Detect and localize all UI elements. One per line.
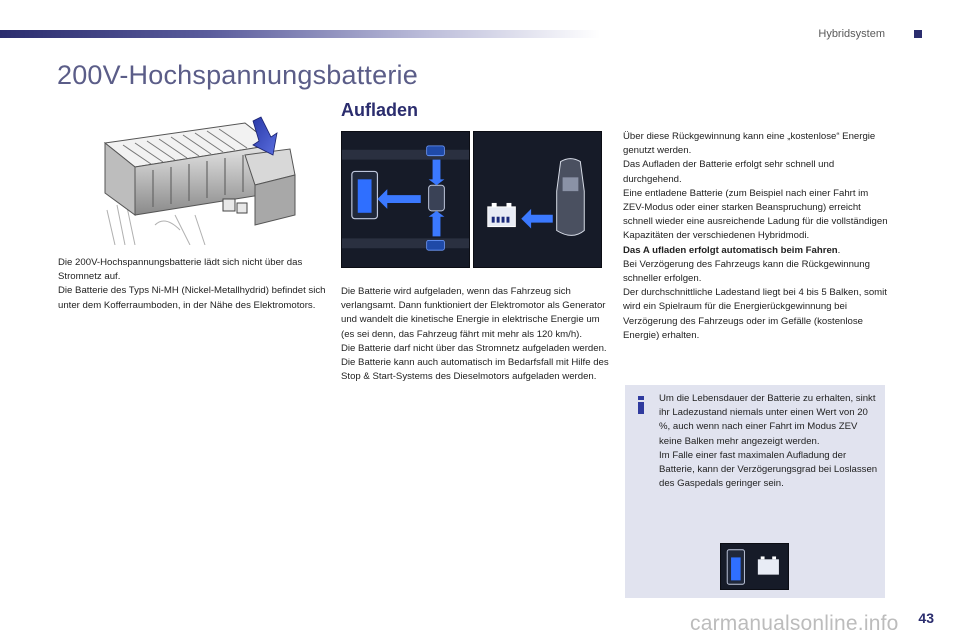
intro-text-column	[58, 256, 326, 313]
paragraph: Die Batterie kann auch automatisch im Bedarfsfall mit Hilfe des Stop & Start-Systems des Dieselmotors aufgeladen werden.	[341, 357, 609, 383]
charging-text-column	[341, 285, 611, 384]
paragraph: Eine entladene Batterie (zum Beispiel nach einer Fahrt im ZEV-Modus oder einer starken Beanspruchung) erreicht schnell wieder eine ausreichende Ladung für die vollständigen Kapazitäten der verschiedenen Hybridmodi.	[623, 187, 888, 242]
bold-statement	[623, 244, 891, 258]
page-title: 200V-Hochspannungsbatterie	[57, 60, 418, 90]
paragraph: Über diese Rückgewinnung kann eine „kostenlose“ Energie genutzt werden.	[623, 131, 876, 157]
paragraph: Die Batterie darf nicht über das Stromnetz aufgeladen werden.	[341, 342, 607, 354]
paragraph: Um die Lebensdauer der Batterie zu erhalten, sinkt ihr Ladezustand niemals unter einen Wert von 20 %, auch wenn nach einer Fahrt im Modus ZEV keine Balken mehr angezeigt werden.	[659, 393, 876, 447]
section-subtitle: Aufladen	[341, 100, 419, 120]
watermark: carmanualsonline.info	[690, 612, 899, 635]
paragraph: Bei Verzögerung des Fahrzeugs kann die Rückgewinnung schneller erfolgen.	[623, 258, 870, 285]
paragraph: Im Falle einer fast maximalen Aufladung der Batterie, kann der Verzögerungsgrad bei Loslassen des Gaspedals geringer sein.	[659, 449, 878, 490]
paragraph: Das Aufladen der Batterie erfolgt sehr schnell und durchgehend.	[623, 159, 835, 185]
regeneration-diagram-right	[473, 131, 602, 268]
paragraph: Die Batterie wird aufgeladen, wenn das Fahrzeug sich verlangsamt. Dann funktioniert der Elektromotor als Generator und wandelt die kinetische Energie in elektrische Energie um (es sei denn, das Fahrzeug fährt mit mehr als 120 km/h).	[341, 286, 606, 340]
battery-level-thumbnail	[720, 543, 789, 590]
header-gradient-bar	[0, 30, 600, 38]
battery-illustration	[95, 115, 305, 245]
paragraph: Die Batterie des Typs Ni-MH (Nickel-Metallhydrid) befindet sich unter dem Kofferraumboden, in der Nähe des Elektromotors.	[58, 285, 326, 311]
paragraph: Der durchschnittliche Ladestand liegt bei 4 bis 5 Balken, somit wird ein Spielraum für die Energierückgewinnung bei Verzögerung des Fahrzeugs oder im Gefälle (kostenlose Energie) erhalten.	[623, 287, 887, 341]
section-label: Hybridsystem	[818, 28, 885, 40]
page-number: 43	[918, 610, 934, 626]
info-text	[659, 392, 879, 491]
bold-suffix: .	[837, 244, 841, 256]
recovery-text-column	[623, 130, 891, 343]
header-square-marker	[914, 30, 922, 38]
paragraph: Die 200V-Hochspannungsbatterie lädt sich nicht über das Stromnetz auf.	[58, 257, 303, 283]
regeneration-diagram-left	[341, 131, 470, 268]
info-icon	[636, 396, 646, 414]
bold-text: Das A ufladen erfolgt automatisch beim Fahren	[623, 244, 838, 256]
